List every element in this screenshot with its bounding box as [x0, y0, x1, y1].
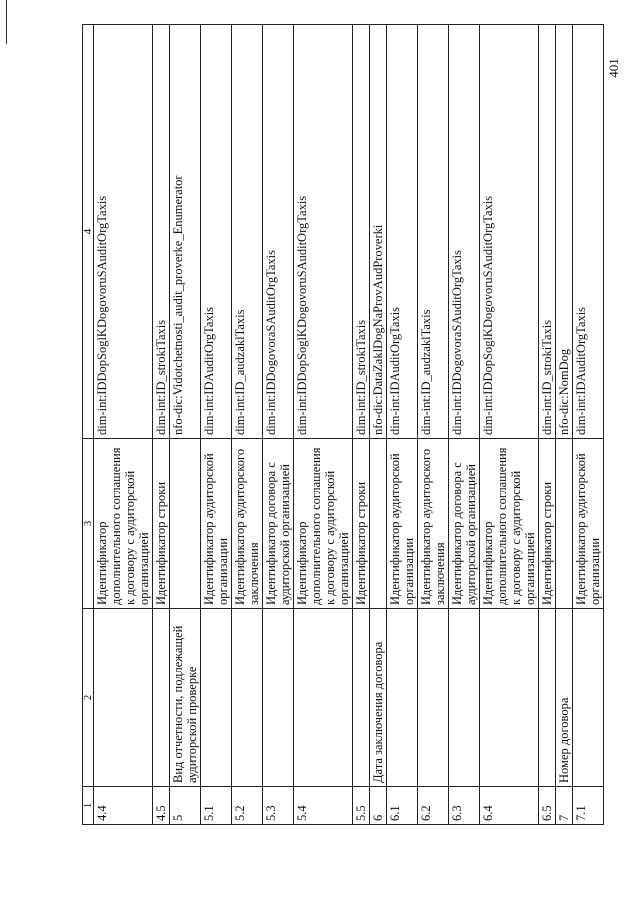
table-row	[94, 25, 153, 825]
table-row	[170, 25, 201, 825]
row-code-cell: dim-int:IDDopSoglKDogovoruSAuditOrgTaxis	[480, 25, 539, 439]
row-name-cell	[353, 609, 370, 787]
header-cell: 2	[83, 609, 94, 787]
row-number-cell: 5.1	[201, 787, 232, 825]
row-number-cell: 5.2	[232, 787, 263, 825]
row-code-cell: nfo-dic:NomDog	[556, 25, 573, 439]
table-row	[294, 25, 353, 825]
row-number-cell: 4.4	[94, 787, 153, 825]
row-code-cell: dim-int:ID_audzaklTaxis	[418, 25, 449, 439]
row-description-cell	[370, 439, 387, 609]
row-description-cell	[556, 439, 573, 609]
table-row	[153, 25, 170, 825]
table-row	[387, 25, 418, 825]
row-number-cell: 4.5	[153, 787, 170, 825]
row-description-cell: Идентификатор договора с аудиторской организацией	[263, 439, 294, 609]
row-code-cell: dim-int:ID_audzaklTaxis	[232, 25, 263, 439]
table-row	[418, 25, 449, 825]
header-cell: 1	[83, 787, 94, 825]
row-name-cell	[201, 609, 232, 787]
row-name-cell	[449, 609, 480, 787]
row-code-cell: dim-int:IDDopSoglKDogovoruSAuditOrgTaxis	[94, 25, 153, 439]
table-row	[449, 25, 480, 825]
row-description-cell: Идентификатор аудиторской организации	[201, 439, 232, 609]
row-number-cell: 6.4	[480, 787, 539, 825]
table-row	[370, 25, 387, 825]
row-number-cell: 6.2	[418, 787, 449, 825]
taxonomy-table	[82, 24, 604, 825]
row-description-cell: Идентификатор строки	[353, 439, 370, 609]
row-name-cell: Дата заключения договора	[370, 609, 387, 787]
row-name-cell	[480, 609, 539, 787]
row-code-cell: dim-int:IDDogovoraSAuditOrgTaxis	[263, 25, 294, 439]
row-code-cell: dim-int:IDDopSoglKDogovoruSAuditOrgTaxis	[294, 25, 353, 439]
table-row	[556, 25, 573, 825]
table-row	[263, 25, 294, 825]
row-code-cell: dim-int:IDAuditOrgTaxis	[573, 25, 604, 439]
row-code-cell: dim-int:IDAuditOrgTaxis	[387, 25, 418, 439]
row-description-cell: Идентификатор договора с аудиторской организацией	[449, 439, 480, 609]
row-number-cell: 6.3	[449, 787, 480, 825]
row-number-cell: 5	[170, 787, 201, 825]
row-name-cell	[418, 609, 449, 787]
row-description-cell: Идентификатор аудиторской организации	[573, 439, 604, 609]
row-description-cell: Идентификатор дополнительного соглашения к договору с аудиторской организацией	[480, 439, 539, 609]
row-number-cell: 7	[556, 787, 573, 825]
row-name-cell	[573, 609, 604, 787]
table-row	[539, 25, 556, 825]
row-number-cell: 5.5	[353, 787, 370, 825]
row-code-cell: dim-int:IDAuditOrgTaxis	[201, 25, 232, 439]
row-number-cell: 7.1	[573, 787, 604, 825]
row-description-cell: Идентификатор строки	[539, 439, 556, 609]
row-code-cell: dim-int:IDDogovoraSAuditOrgTaxis	[449, 25, 480, 439]
row-number-cell: 6.5	[539, 787, 556, 825]
page-number: 401	[605, 58, 621, 78]
row-description-cell: Идентификатор строки	[153, 439, 170, 609]
table-row	[201, 25, 232, 825]
table-row	[480, 25, 539, 825]
row-description-cell	[170, 439, 201, 609]
row-name-cell	[387, 609, 418, 787]
header-cell: 3	[83, 439, 94, 609]
table-header-row	[83, 25, 94, 825]
row-number-cell: 5.4	[294, 787, 353, 825]
row-description-cell: Идентификатор аудиторского заключения	[232, 439, 263, 609]
row-name-cell	[153, 609, 170, 787]
row-number-cell: 6.1	[387, 787, 418, 825]
row-name-cell: Вид отчетности, подлежащей аудиторской проверке	[170, 609, 201, 787]
row-code-cell: nfo-dic:Vidotchetnosti_audit_proverke_Enumerator	[170, 25, 201, 439]
table-row	[232, 25, 263, 825]
row-description-cell: Идентификатор аудиторской организации	[387, 439, 418, 609]
row-name-cell: Номер договора	[556, 609, 573, 787]
row-number-cell: 6	[370, 787, 387, 825]
row-description-cell: Идентификатор дополнительного соглашения к договору с аудиторской организацией	[294, 439, 353, 609]
row-code-cell: dim-int:ID_strokiTaxis	[539, 25, 556, 439]
row-name-cell	[539, 609, 556, 787]
row-name-cell	[263, 609, 294, 787]
row-code-cell: dim-int:ID_strokiTaxis	[353, 25, 370, 439]
row-number-cell: 5.3	[263, 787, 294, 825]
row-description-cell: Идентификатор аудиторского заключения	[418, 439, 449, 609]
table-row	[353, 25, 370, 825]
row-code-cell: dim-int:ID_strokiTaxis	[153, 25, 170, 439]
row-name-cell	[232, 609, 263, 787]
row-name-cell	[94, 609, 153, 787]
header-cell: 4	[83, 25, 94, 439]
table-row	[573, 25, 604, 825]
row-code-cell: nfo-dic:DataZaklDogNaProvAudProverki	[370, 25, 387, 439]
row-description-cell: Идентификатор дополнительного соглашения к договору с аудиторской организацией	[94, 439, 153, 609]
row-name-cell	[294, 609, 353, 787]
